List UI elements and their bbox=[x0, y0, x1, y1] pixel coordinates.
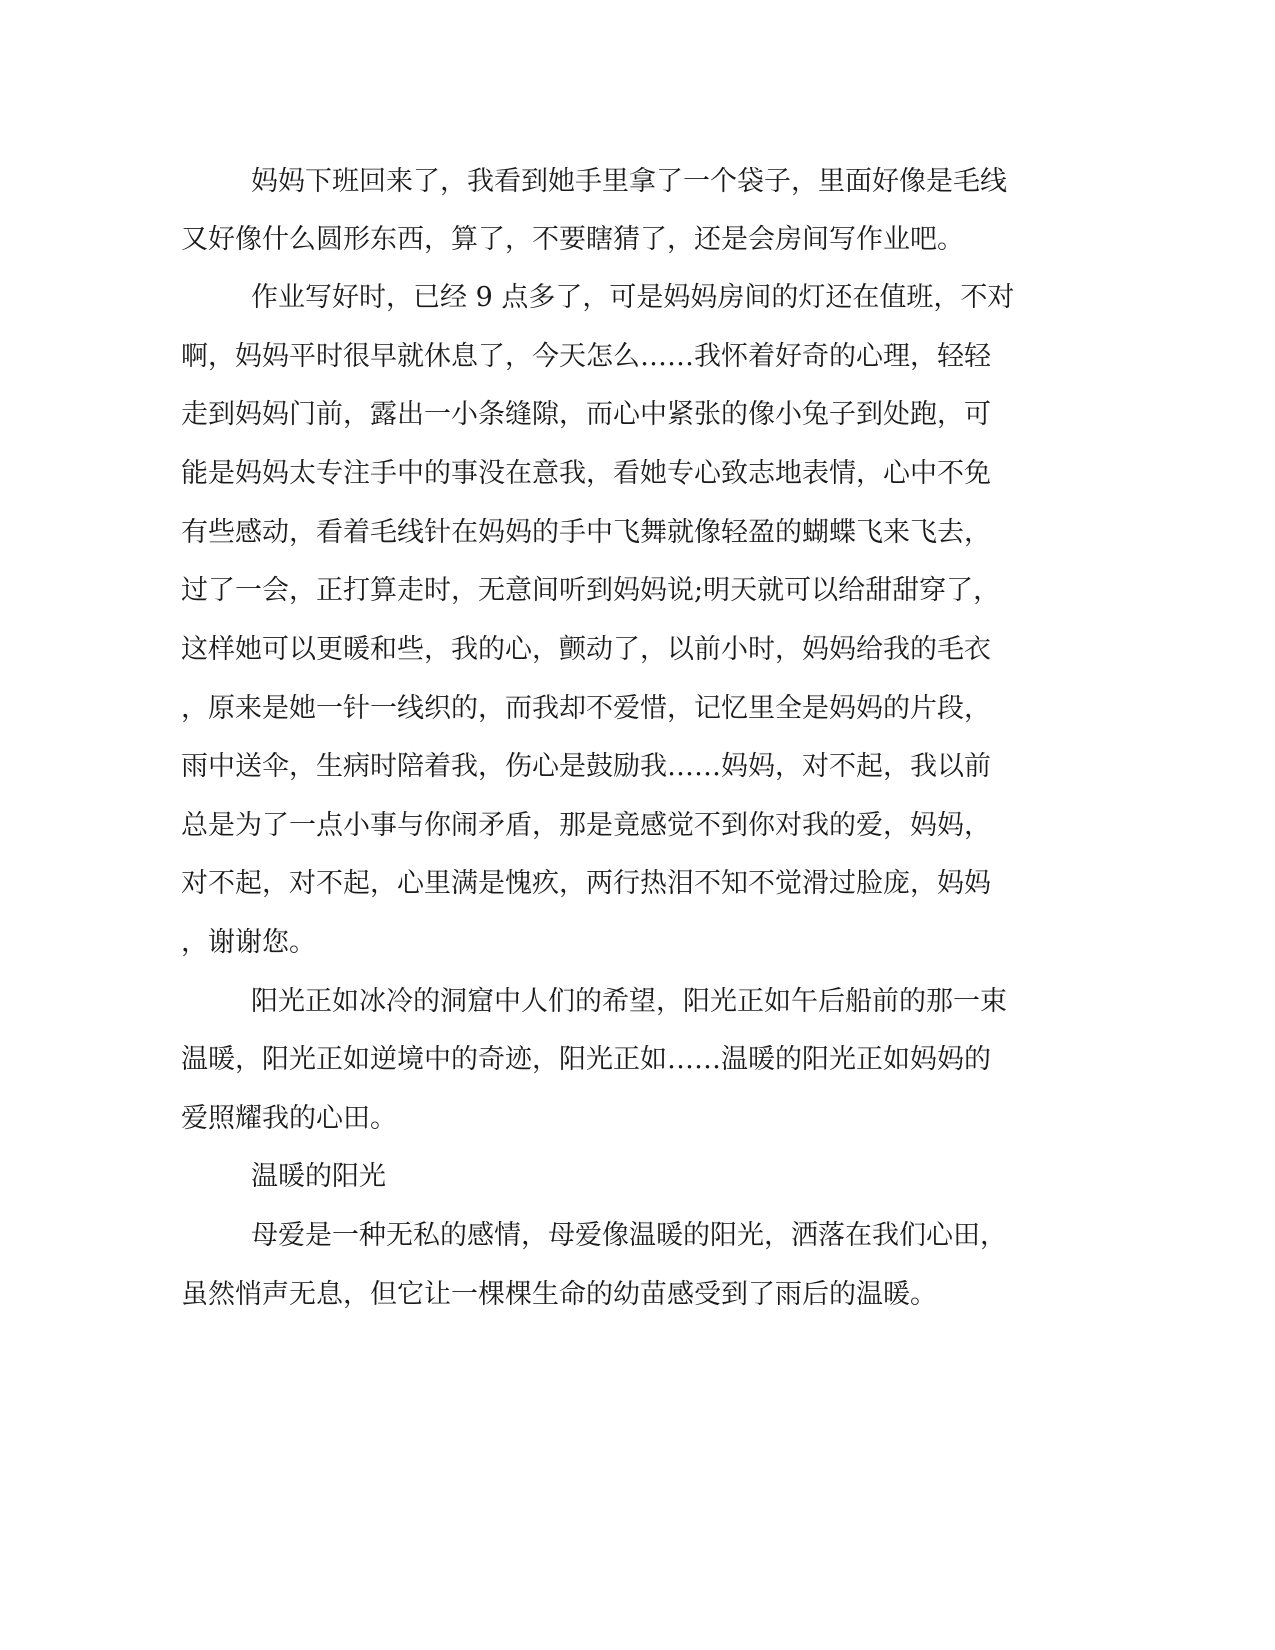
paragraph-2-line-11: 对不起，对不起，心里满是愧疚，两行热泪不知不觉滑过脸庞，妈妈 bbox=[181, 868, 991, 899]
paragraph-2-line-8: ，原来是她一针一线织的，而我却不爱惜，记忆里全是妈妈的片段， bbox=[181, 693, 991, 724]
paragraph-2-line-12: ，谢谢您。 bbox=[181, 927, 316, 958]
paragraph-2-line-9: 雨中送伞，生病时陪着我，伤心是鼓励我……妈妈，对不起，我以前 bbox=[181, 751, 991, 782]
paragraph-3-line-1: 阳光正如冰冷的洞窟中人们的希望，阳光正如午后船前的那一束 bbox=[251, 986, 1007, 1017]
paragraph-1-line-2: 又好像什么圆形东西，算了，不要瞎猜了，还是会房间写作业吧。 bbox=[181, 224, 964, 255]
paragraph-5-line-1: 母爱是一种无私的感情，母爱像温暖的阳光，洒落在我们心田， bbox=[251, 1220, 1007, 1251]
paragraph-2-line-3: 走到妈妈门前，露出一小条缝隙，而心中紧张的像小兔子到处跑，可 bbox=[181, 399, 991, 430]
paragraph-2-line-5: 有些感动，看着毛线针在妈妈的手中飞舞就像轻盈的蝴蝶飞来飞去， bbox=[181, 517, 991, 548]
section-heading: 温暖的阳光 bbox=[251, 1161, 386, 1192]
paragraph-1-line-1: 妈妈下班回来了，我看到她手里拿了一个袋子，里面好像是毛线 bbox=[251, 166, 1007, 197]
paragraph-2-line-6: 过了一会，正打算走时，无意间听到妈妈说;明天就可以给甜甜穿了， bbox=[181, 575, 1001, 606]
paragraph-2-line-2: 啊，妈妈平时很早就休息了，今天怎么……我怀着好奇的心理，轻轻 bbox=[181, 341, 991, 372]
paragraph-2-line-4: 能是妈妈太专注手中的事没在意我，看她专心致志地表情，心中不免 bbox=[181, 458, 991, 489]
paragraph-2-line-1: 作业写好时，已经 9 点多了，可是妈妈房间的灯还在值班，不对 bbox=[251, 282, 1015, 313]
paragraph-3-line-3: 爱照耀我的心田。 bbox=[181, 1103, 397, 1134]
paragraph-3-line-2: 温暖，阳光正如逆境中的奇迹，阳光正如……温暖的阳光正如妈妈的 bbox=[181, 1044, 991, 1075]
paragraph-2-line-7: 这样她可以更暖和些，我的心，颤动了，以前小时，妈妈给我的毛衣 bbox=[181, 634, 991, 665]
paragraph-5-line-2: 虽然悄声无息，但它让一棵棵生命的幼苗感受到了雨后的温暖。 bbox=[181, 1279, 937, 1310]
paragraph-2-line-10: 总是为了一点小事与你闹矛盾，那是竟感觉不到你对我的爱，妈妈， bbox=[181, 810, 991, 841]
